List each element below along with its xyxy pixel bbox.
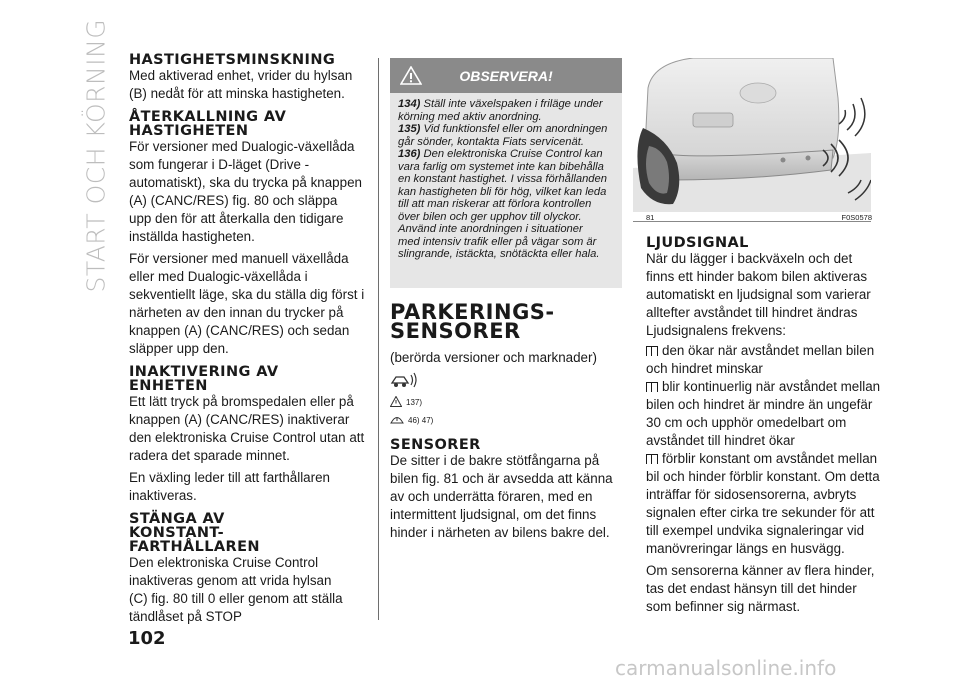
parking-sensor-icon [390,371,420,389]
bullet-icon [646,454,658,464]
paragraph: När du lägger i backväxeln och det finns ett hinder bakom bilen aktiveras automatiskt en ljudsignal som varierar alltefter avståndet till hindret ändras Ljudsignalens frekvens: [646,251,871,338]
column-right [646,236,884,616]
bullet-item: förblir konstant om avståndet mellan bil och hinder förblir konstant. Om detta inträffar för sidosensorerna, avbryts signalen efter cirka tre sekunder för att till exempel undvika signaleringar vid manövreringar längs en husvägg. [646,451,880,556]
heading-parkeringssensorer: PARKERINGS- SENSORER [390,300,555,343]
caution-reference: 46) 47) [408,416,434,426]
warning-reference: 137) [406,398,423,408]
column-middle [390,300,622,542]
note-body [390,93,622,261]
reference-icons [390,371,622,430]
warning-ref-icon [390,396,402,407]
paragraph: Med aktiverad enhet, vrider du hylsan (B) nedåt för att minska hastigheten. [129,68,353,101]
column-divider [378,58,379,620]
heading-stanga-av: STÄNGA AV KONSTANT- FARTHÅLLAREN [129,511,260,555]
heading-ljudsignal: LJUDSIGNAL [646,235,749,251]
heading-aterkallning: ÅTERKALLNING AV HASTIGHETEN [129,109,287,139]
page-number: 102 [128,628,166,649]
heading-sensorer: SENSORER [390,437,481,453]
section-side-title: START OCH KÖRNING [81,18,111,293]
column-left [129,53,369,626]
figure-caption [646,213,872,222]
paragraph: För versioner med Dualogic-växellåda som fungerar i D-läget (Drive - automatiskt), ska du trycka på knappen (A) (CANC/RES) fig. 80 och släppa upp den för att återkalla den tidigare inställda hastigheten. [129,139,362,244]
paragraph: De sitter i de bakre stötfångarna på bilen fig. 81 och är avsedda att känna av och underrätta föraren, med en intermittent ljudsignal, om det finns hinder i närheten av bilens bakre del. [390,453,613,540]
note-item: 136) Den elektroniska Cruise Control kan vara farlig om systemet inte kan bibehålla en konstant hastighet. I vissa förhållanden kan hastigheten bli för hög, vilket kan leda till att man riskerar att förlora kontrollen över bilen och ger upphov till olyckor. Använd inte anordningen i situationer med intensiv trafik eller på vägar som är slingrande, istäckta, snötäckta eller hala. [398,148,607,260]
paragraph: För versioner med manuell växellåda eller med Dualogic-växellåda i sekventiellt läge, ska du ställa dig först i närheten av den innan du trycker på knappen (A) (CANC/RES) och sedan släpper upp den. [129,251,365,356]
figure-code: F0S0578 [841,213,872,222]
note-header [390,58,622,93]
figure-number: 81 [646,213,655,222]
paragraph: Ett lätt tryck på bromspedalen eller på knappen (A) (CANC/RES) inaktiverar den elektroniska Cruise Control utan att radera det sparade minnet. [129,394,365,463]
car-rear-illustration [633,58,871,212]
warning-note-box [390,58,622,288]
paragraph-versions: (berörda versioner och marknader) [390,350,597,365]
note-title: OBSERVERA! [459,68,553,84]
bullet-icon [646,346,658,356]
paragraph: En växling leder till att farthållaren inaktiveras. [129,470,330,503]
heading-inaktivering: INAKTIVERING AV ENHETEN [129,364,279,394]
caution-ref-icon [390,414,404,425]
note-item: 135) Vid funktionsfel eller om anordningen går sönder, kontakta Fiats servicenät. [398,123,608,148]
bullet-item: blir kontinuerlig när avståndet mellan bilen och hindret är mindre än ungefär 30 cm och upphör omedelbart om avståndet till hindret ökar [646,379,881,448]
figure-81-car-rear-sensors [633,58,871,212]
paragraph: Den elektroniska Cruise Control inaktiveras genom att vrida hylsan (C) fig. 80 till 0 eller genom att ställa tändlåset på STOP [129,555,343,624]
watermark: carmanualsonline.info [615,656,837,680]
heading-hastighetsminskning: HASTIGHETSMINSKNING [129,52,336,68]
bullet-icon [646,382,658,392]
bullet-item: den ökar när avståndet mellan bilen och hindret minskar [646,343,875,376]
note-item: 134) Ställ inte växelspaken i friläge under körning med aktiv anordning. [398,98,603,123]
paragraph: Om sensorerna känner av flera hinder, tas det endast hänsyn till det hinder som befinner sig närmast. [646,563,875,614]
